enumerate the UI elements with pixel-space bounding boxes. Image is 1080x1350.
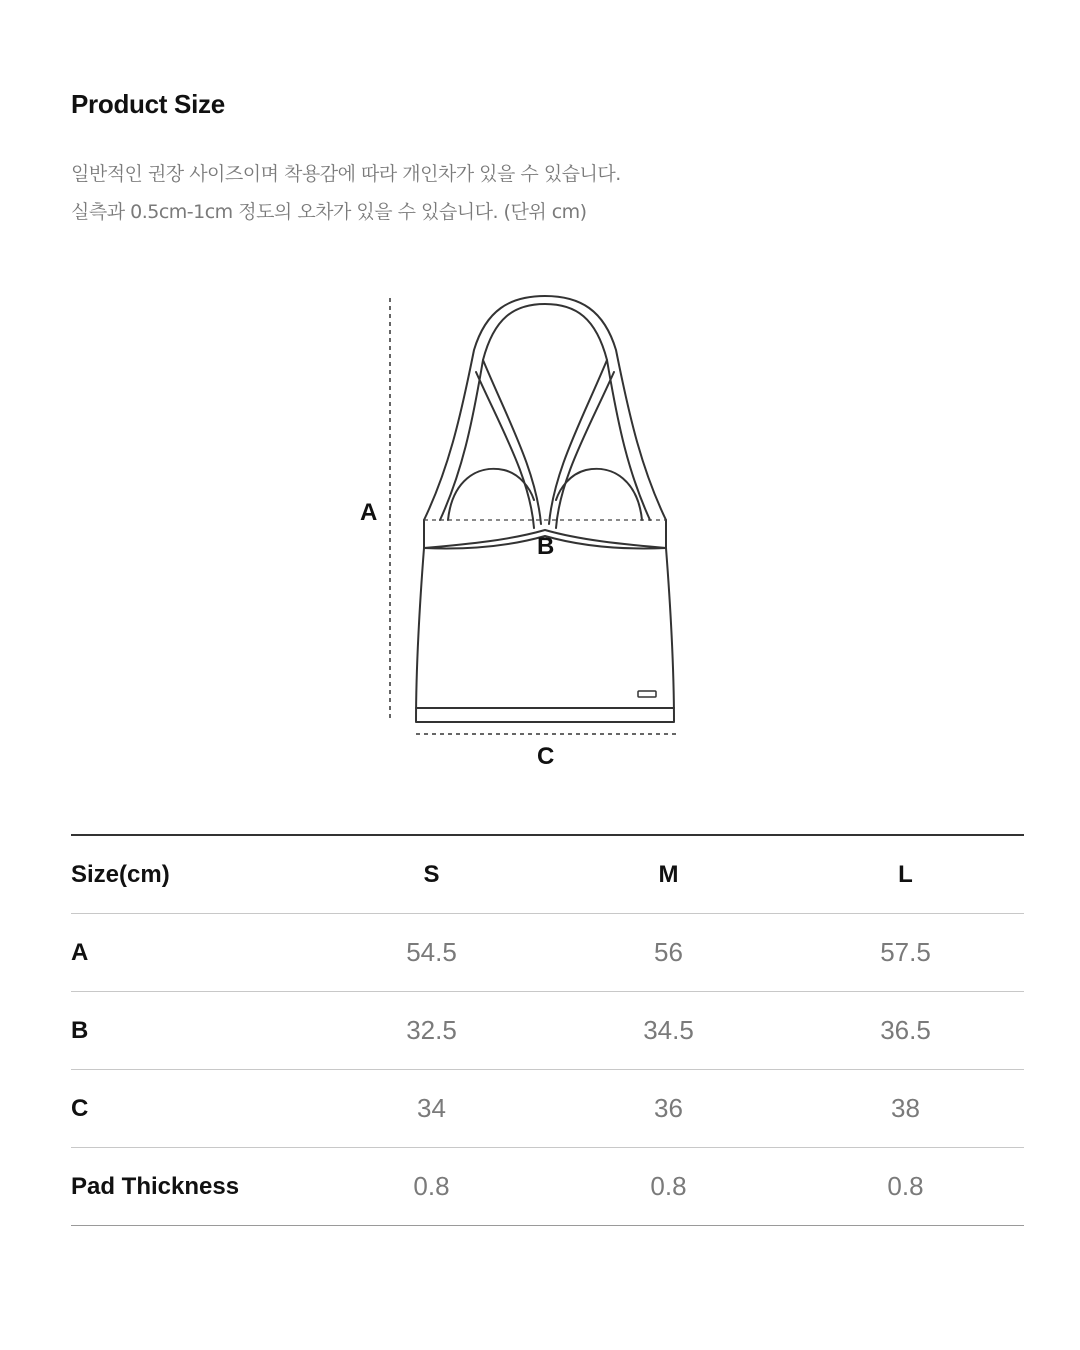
note-line-1: 일반적인 권장 사이즈이며 착용감에 따라 개인차가 있을 수 있습니다.: [71, 163, 621, 185]
cell-value: 0.8: [550, 1148, 787, 1226]
cell-value: 0.8: [313, 1148, 550, 1226]
cell-value: 0.8: [787, 1148, 1024, 1226]
cell-value: 38: [787, 1070, 1024, 1148]
cell-value: 57.5: [787, 914, 1024, 992]
table-row: [71, 1070, 1024, 1148]
header-m: M: [550, 835, 787, 914]
header-l: L: [787, 835, 1024, 914]
row-label: B: [71, 992, 313, 1070]
cell-value: 36.5: [787, 992, 1024, 1070]
row-label: Pad Thickness: [71, 1148, 313, 1226]
table-row: [71, 914, 1024, 992]
measure-label-c: C: [537, 743, 555, 770]
header-s: S: [313, 835, 550, 914]
table-row: [71, 992, 1024, 1070]
table-header-row: [71, 835, 1024, 914]
size-table: [71, 834, 1024, 1226]
measure-label-a: A: [360, 499, 378, 526]
cell-value: 34.5: [550, 992, 787, 1070]
cell-value: 34: [313, 1070, 550, 1148]
note-line-2: 실측과 0.5cm-1cm 정도의 오차가 있을 수 있습니다. (단위 cm): [71, 201, 587, 223]
cell-value: 54.5: [313, 914, 550, 992]
cell-value: 56: [550, 914, 787, 992]
row-label: A: [71, 914, 313, 992]
halter-top-illustration: [416, 296, 674, 722]
cell-value: 32.5: [313, 992, 550, 1070]
row-label: C: [71, 1070, 313, 1148]
header-size: Size(cm): [71, 835, 313, 914]
measure-label-b: B: [537, 533, 555, 560]
page-title: Product Size: [71, 89, 225, 119]
table-row: [71, 1148, 1024, 1226]
cell-value: 36: [550, 1070, 787, 1148]
